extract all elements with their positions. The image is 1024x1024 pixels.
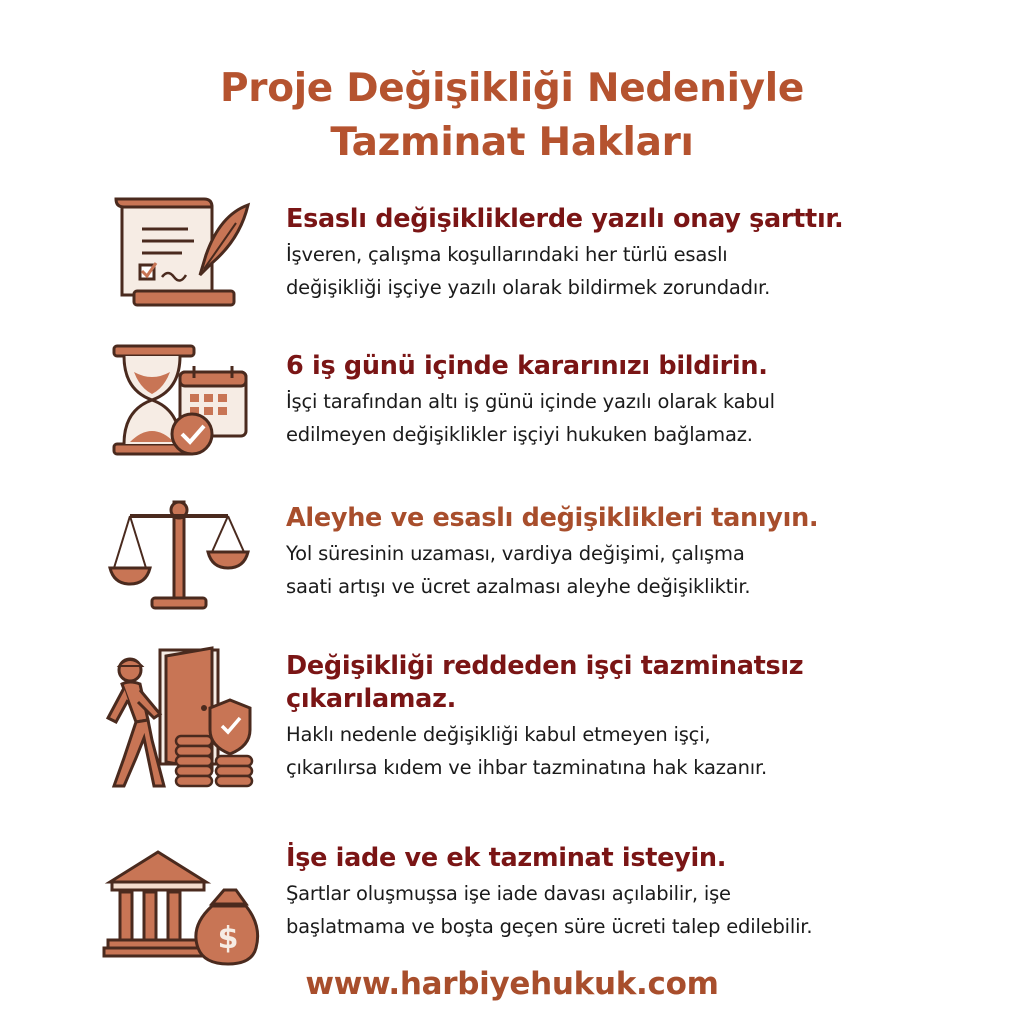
item-description [286, 718, 986, 784]
contract-quill-icon [100, 195, 260, 325]
worker-door-coins-icon [100, 646, 260, 776]
item-description-line-2: saati artışı ve ücret azalması aleyhe değişikliktir. [286, 575, 751, 598]
item-description [286, 238, 986, 304]
item-description [286, 877, 986, 943]
item-description [286, 385, 986, 451]
item-heading [286, 650, 986, 716]
item-description-line-2: başlatmama ve boşta geçen süre ücreti talep edilebilir. [286, 915, 813, 938]
item-heading: Aleyhe ve esaslı değişiklikleri tanıyın. [286, 503, 819, 533]
item-description [286, 537, 986, 603]
item-description-line-1: Yol süresinin uzaması, vardiya değişimi, çalışma [286, 542, 745, 565]
page-title-line-1: Proje Değişikliği Nedeniyle [220, 66, 804, 111]
page-title-line-2: Tazminat Hakları [330, 120, 694, 165]
item-description-line-2: edilmeyen değişiklikler işçiyi hukuken bağlamaz. [286, 423, 753, 446]
hourglass-calendar-icon [100, 344, 260, 474]
item-heading: İşe iade ve ek tazminat isteyin. [286, 843, 727, 873]
svg-text:$: $ [217, 921, 239, 956]
item-heading-line-2: çıkarılamaz. [286, 684, 456, 714]
item-heading: 6 iş günü içinde kararınızı bildirin. [286, 351, 768, 381]
item-description-line-1: İşçi tarafından altı iş günü içinde yazılı olarak kabul [286, 390, 775, 413]
item-description-line-2: değişikliği işçiye yazılı olarak bildirmek zorundadır. [286, 276, 771, 299]
item-description-line-1: Haklı nedenle değişikliği kabul etmeyen işçi, [286, 723, 711, 746]
item-description-line-2: çıkarılırsa kıdem ve ihbar tazminatına hak kazanır. [286, 756, 767, 779]
item-heading-line-1: Değişikliği reddeden işçi tazminatsız [286, 651, 804, 681]
page-title [0, 62, 1024, 170]
courthouse-moneybag-icon [100, 846, 260, 976]
item-description-line-1: İşveren, çalışma koşullarındaki her türlü esaslı [286, 243, 728, 266]
footer-url: www.harbiyehukuk.com [305, 966, 719, 1002]
item-heading: Esaslı değişikliklerde yazılı onay şarttır. [286, 204, 844, 234]
item-description-line-1: Şartlar oluşmuşsa işe iade davası açılabilir, işe [286, 882, 731, 905]
scales-icon [100, 492, 260, 622]
